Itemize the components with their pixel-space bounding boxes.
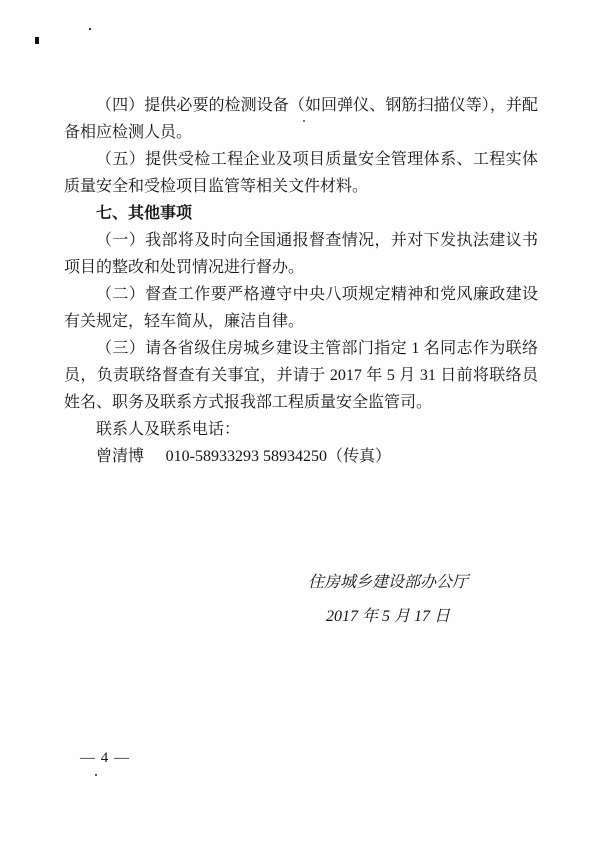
- contact-person-name: 曾清博: [96, 448, 145, 465]
- scan-artifact: [35, 37, 39, 44]
- section-heading-other-matters: 七、其他事项: [96, 205, 193, 222]
- signature-block: [268, 566, 508, 634]
- scan-artifact: [95, 774, 97, 776]
- page-number: — 4 —: [80, 750, 130, 766]
- contact-line: [64, 443, 538, 470]
- paragraph-item-4: （四）提供必要的检测设备（如回弹仪、钢筋扫描仪等），并配备相应检测人员。: [64, 97, 538, 141]
- paragraph-item-1: （一）我部将及时向全国通报督查情况，并对下发执法建议书项目的整改和处罚情况进行督办。: [64, 232, 538, 276]
- issuing-organization: 住房城乡建设部办公厅: [307, 574, 468, 591]
- document-body: [64, 92, 538, 470]
- scan-artifact: [89, 28, 91, 30]
- paragraph-item-3: （三）请各省级住房城乡建设主管部门指定 1 名同志作为联络员，负责联络督查有关事宜，并请于 2017 年 5 月 31 日前将联络员姓名、职务及联系方式报我部工程质量安全监管司。: [64, 340, 538, 411]
- contact-phone-numbers: 010-58933293 58934250（传真）: [165, 448, 391, 465]
- paragraph-item-2: （二）督查工作要严格遵守中央八项规定精神和党风廉政建设有关规定，轻车简从，廉洁自律。: [64, 286, 538, 330]
- contact-label: 联系人及联系电话：: [96, 421, 241, 438]
- paragraph-item-5: （五）提供受检工程企业及项目质量安全管理体系、工程实体质量安全和受检项目监管等相关文件材料。: [64, 151, 538, 195]
- issue-date: 2017 年 5 月 17 日: [325, 608, 450, 625]
